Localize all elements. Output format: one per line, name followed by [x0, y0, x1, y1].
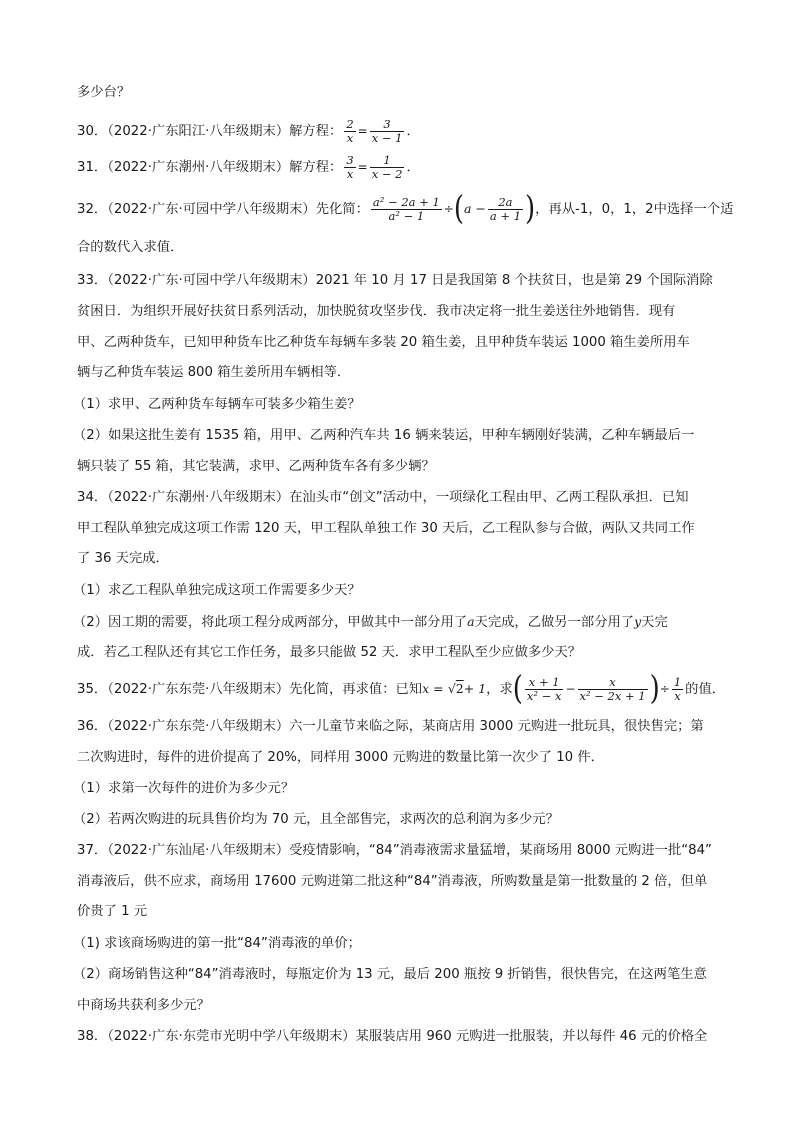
q37-sub-2b: 中商场共获利多少元？: [77, 998, 210, 1013]
q34-sub-2b: 成．若乙工程队还有其它工作任务，最多只能做 52 天．求甲工程队至少应做多少天？: [77, 645, 582, 660]
q32-fraction-2: $\frac{2a}{a + 1}$: [489, 194, 522, 223]
q35-fraction-3: $\frac{1}{x}$: [673, 674, 682, 703]
q37-sub-1: （1) 求该商场购进的第一批“84”消毒液的单价；: [73, 936, 361, 951]
q36-line-2: 二次购进时，每件的进价提高了 20%，同样用 3000 元购进的数量比第一次少了 10 件．: [77, 750, 604, 765]
q30-lhs-fraction: $\frac{2}{x}$: [346, 116, 354, 145]
q33-sub-1: （1）求甲、乙两种货车每辆车可装多少箱生姜？: [73, 397, 361, 412]
q37-sub-2a: （2）商场销售这种“84”消毒液时，每瓶定价为 13 元，最后 200 瓶按 9 折销售，很快售完，在这两笔生意: [73, 967, 707, 982]
q36-sub-1: （1）求第一次每件的进价为多少元？: [73, 781, 295, 796]
q31-rhs-fraction: $\frac{1}{x - 2}$: [371, 152, 403, 181]
question-35: 35．（2022·广东东莞·八年级期末）先化简，再求值：已知x = √2+ 1，求( $\frac{x + 1}{\text{x² − x}}$ − $\frac{x}{\text{x² − 2x + 1}}$ )÷ $\frac{1}{x}$ 的值．: [77, 670, 726, 708]
q36-line-1: 36．（2022·广东东莞·八年级期末）六一儿童节来临之际，某商店用 3000 元购进一批玩具，很快售完；第: [77, 719, 704, 734]
q33-line-3: 甲、乙两种货车，已知甲种货车比乙种货车每辆车多装 20 箱生姜，且甲种货车装运 1000 箱生姜所用车: [77, 335, 690, 350]
q35-fraction-1: $\frac{x + 1}{\text{x² − x}}$: [526, 674, 562, 703]
question-32: 32．（2022·广东·可园中学八年级期末）先化简： $\frac{\text{a² − 2a + 1}}{\text{a² − 1}}$ ÷(a − $\frac{2a}{a + 1}$ )，再从-1，0，1，2中选择一个适: [77, 190, 734, 228]
sqrt-symbol: √2: [447, 681, 464, 696]
q34-line-2: 甲工程队单独完成这项工作需 120 天，甲工程队单独工作 30 天后，乙工程队参与合做，两队又共同工作: [77, 521, 695, 536]
q33-sub-2b: 辆只装了 55 箱，其它装满，求甲、乙两种货车各有多少辆？: [77, 459, 435, 474]
q34-line-3: 了 36 天完成．: [77, 551, 169, 566]
q37-line-3: 价贵了 1 元: [77, 904, 148, 919]
q34-sub-2a: （2）因工期的需要，将此项工程分成两部分，甲做其中一部分用了a天完成，乙做另一部分用了y天完: [73, 614, 668, 630]
q37-line-2: 消毒液后，供不应求，商场用 17600 元购进第二批这种“84”消毒液，所购数量是第一批数量的 2 倍，但单: [77, 874, 708, 889]
q31-lhs-fraction: $\frac{3}{x}$: [346, 152, 354, 181]
q37-line-1: 37．（2022·广东汕尾·八年级期末）受疫情影响，“84”消毒液需求量猛增，某商场用 8000 元购进一批“84”: [77, 843, 712, 858]
q32-fraction-1: $\frac{\text{a² − 2a + 1}}{\text{a² − 1}}$: [372, 194, 440, 223]
q35-fraction-2: $\frac{x}{\text{x² − 2x + 1}}$: [579, 674, 646, 703]
q34-sub-1: （1）求乙工程队单独完成这项工作需要多少天？: [73, 583, 361, 598]
q30-rhs-fraction: $\frac{3}{x - 1}$: [371, 116, 403, 145]
q33-line-1: 33．（2022·广东·可园中学八年级期末）2021 年 10 月 17 日是我国第 8 个扶贫日，也是第 29 个国际消除: [77, 273, 713, 288]
q36-sub-2: （2）若两次购进的玩具售价均为 70 元，且全部售完，求两次的总利润为多少元？: [73, 812, 559, 827]
question-30: 30．（2022·广东阳江·八年级期末）解方程： $\frac{2}{x}$ = $\frac{3}{x - 1}$ ．: [77, 116, 420, 145]
q33-line-2: 贫困日．为组织开展好扶贫日系列活动，加快脱贫攻坚步伐．我市决定将一批生姜送往外地销售．现有: [77, 304, 676, 319]
q38-line-1: 38．（2022·广东·东莞市光明中学八年级期末）某服装店用 960 元购进一批服装，并以每件 46 元的价格全: [77, 1029, 708, 1044]
q29-tail: 多少台？: [77, 85, 131, 100]
q33-sub-2a: （2）如果这批生姜有 1535 箱，用甲、乙两种汽车共 16 辆来装运，甲种车辆刚好装满，乙种车辆最后一: [73, 428, 695, 443]
q33-line-4: 辆与乙种货车装运 800 箱生姜所用车辆相等．: [77, 365, 351, 380]
question-31: 31．（2022·广东潮州·八年级期末）解方程： $\frac{3}{x}$ = $\frac{1}{x - 2}$ ．: [77, 152, 420, 181]
q34-line-1: 34．（2022·广东潮州·八年级期末）在汕头市“创文”活动中，一项绿化工程由甲、乙两工程队承担．已知: [77, 490, 689, 505]
q32-line-2: 合的数代入求值．: [77, 240, 184, 255]
